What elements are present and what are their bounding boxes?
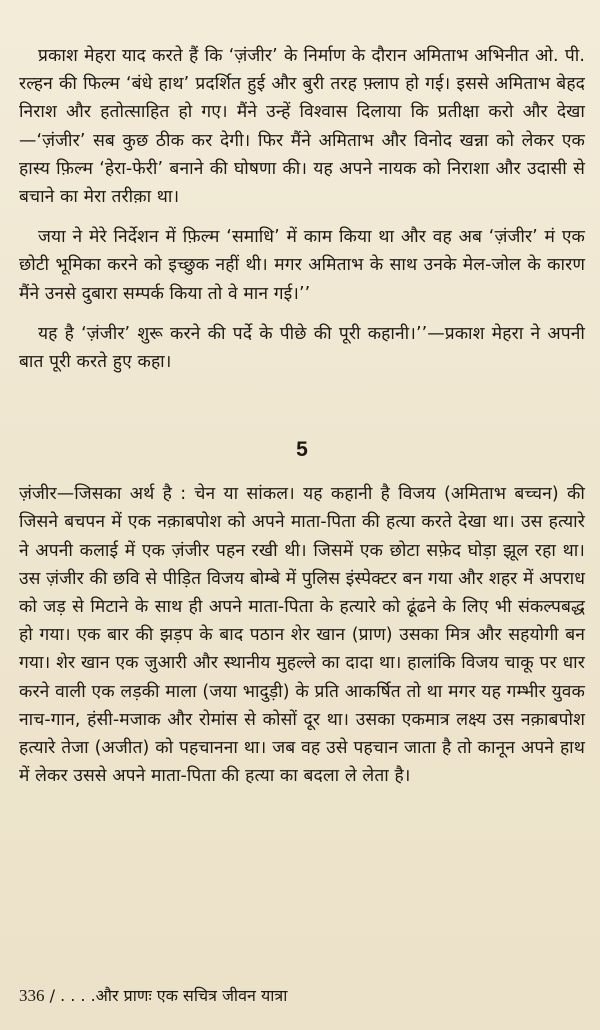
page-number: 336: [19, 986, 45, 1005]
paragraph-3: यह है ‘ज़ंजीर’ शुरू करने की पर्दे के पीछे की पूरी कहानी।’’—प्रकाश मेहरा ने अपनी बात पूरी करते हुए कहा।: [19, 323, 585, 373]
page-footer: [19, 985, 287, 1007]
page-body: [19, 42, 585, 790]
section-paragraph: ज़ंजीर—जिसका अर्थ है : चेन या सांकल। यह कहानी है विजय (अमिताभ बच्चन) की जिसने बचपन में एक नक़ाबपोश को अपने माता-पिता की हत्या करते देखा था। उस हत्यारे ने अपनी कलाई में एक ज़ंजीर पहन रखी थी। जिसमें एक छोटा सफ़ेद घोड़ा झूल रहा था। उस ज़ंजीर की छवि से पीड़ित विजय बोम्बे में पुलिस इंस्पेक्टर बन गया और शहर में अपराध को जड़ से मिटाने के साथ ही अपने माता-पिता के हत्यारे को ढूंढने के लिए भी संकल्पबद्ध हो गया। एक बार की झड़प के बाद पठान शेर खान (प्राण) उसका मित्र और सहयोगी बन गया। शेर खान एक जुआरी और स्थानीय मुहल्ले का दादा था। हालांकि विजय चाकू पर धार करने वाली एक लड़की माला (जया भादुड़ी) के प्रति आकर्षित तो था मगर यह गम्भीर युवक नाच-गान, हंसी-मजाक और रोमांस से कोसों दूर था। उसका एकमात्र लक्ष्य उस नक़ाबपोश हत्यारे तेजा (अजीत) को पहचानना था। जब वह उसे पहचान जाता है तो कानून अपने हाथ में लेकर उससे अपने माता-पिता की हत्या का बदला ले लेता है।: [19, 484, 586, 787]
running-title: / . . . .और प्राणः एक सचित्र जीवन यात्रा: [49, 986, 288, 1005]
paragraph-1: प्रकाश मेहरा याद करते हैं कि ‘ज़ंजीर’ के निर्माण के दौरान अमिताभ अभिनीत ओ. पी. रल्हन की फिल्म ‘बंधे हाथ’ प्रदर्शित हुई और बुरी तरह फ़्लाप हो गई। इससे अमिताभ बेहद निराश और हतोत्साहित हो गए। मैंने उन्हें विश्वास दिलाया कि प्रतीक्षा करो और देखा—‘ज़ंजीर’ सब कुछ ठीक कर देगी। फिर मैंने अमिताभ और विनोद खन्ना को लेकर एक हास्य फ़िल्म ‘हेरा-फेरी’ बनाने की घोषणा की। यह अपने नायक को निराशा और उदासी से बचाने का मेरा तरीक़ा था।: [19, 46, 585, 208]
section-number: 5: [296, 438, 308, 462]
paragraph-2: जया ने मेरे निर्देशन में फ़िल्म ‘समाधि’ में काम किया था और वह अब ‘ज़ंजीर’ मं एक छोटी भूमिका करने को इच्छुक नहीं थी। मगर अमिताभ के साथ उनके मेल-जोल के कारण मैंने उनसे दुबारा सम्पर्क किया तो वे मान गई।’’: [19, 227, 585, 304]
